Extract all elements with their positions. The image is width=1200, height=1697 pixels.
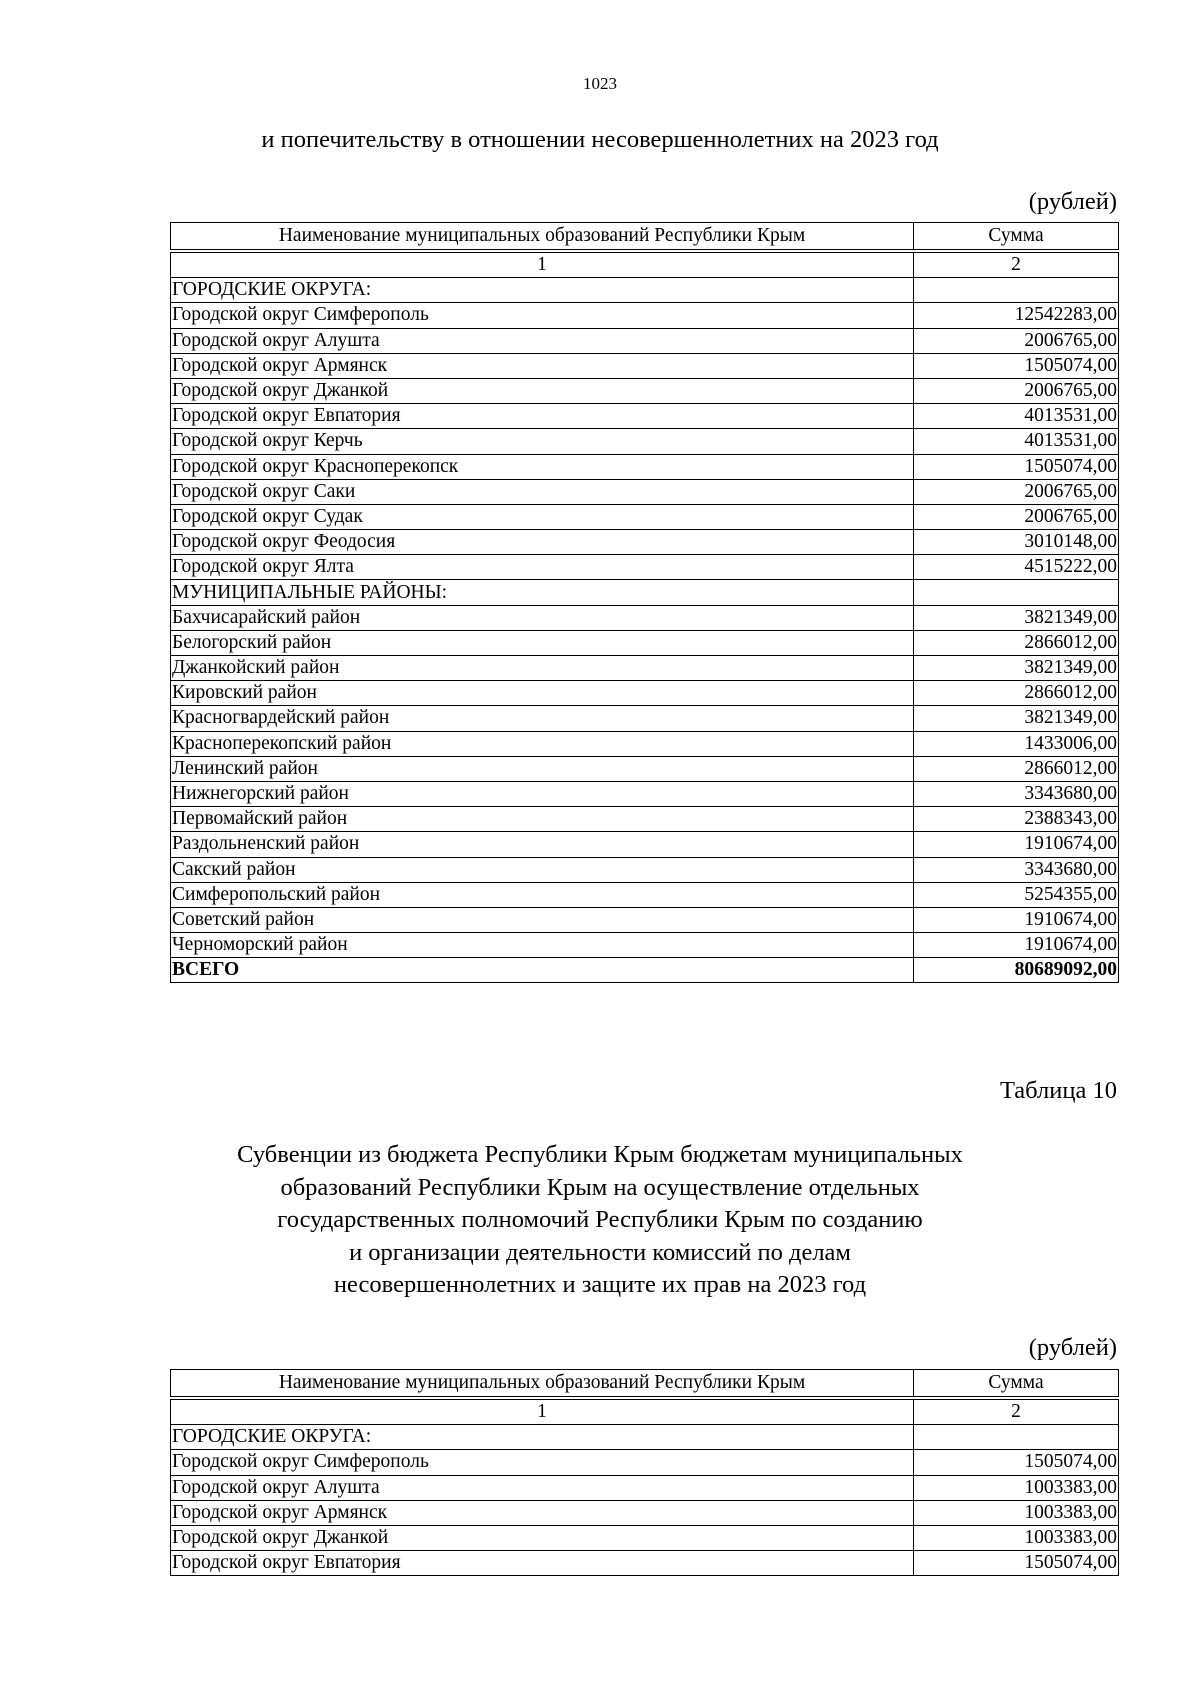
amount: 4515222,00	[914, 555, 1119, 580]
table2	[170, 1369, 1119, 1576]
table1-column-numbers	[171, 251, 1119, 278]
total-row	[171, 958, 1119, 983]
amount: 1910674,00	[914, 933, 1119, 958]
table-row	[171, 907, 1119, 932]
continued-table-title: и попечительству в отношении несовершеннолетних на 2023 год	[261, 126, 939, 153]
amount: 2006765,00	[914, 378, 1119, 403]
section-heading-row	[171, 1425, 1119, 1450]
amount: 3343680,00	[914, 857, 1119, 882]
amount: 3821349,00	[914, 656, 1119, 681]
municipality-name: Городской округ Ялта	[171, 555, 914, 580]
amount: 4013531,00	[914, 404, 1119, 429]
municipality-name: Городской округ Феодосия	[171, 530, 914, 555]
municipality-name: Нижнегорский район	[171, 781, 914, 806]
municipality-name: Городской округ Евпатория	[171, 404, 914, 429]
municipality-name: Бахчисарайский район	[171, 605, 914, 630]
column-header-sum: Сумма	[914, 1370, 1119, 1399]
section-heading-row	[171, 580, 1119, 605]
table-row	[171, 706, 1119, 731]
table-row	[171, 454, 1119, 479]
amount: 1003383,00	[914, 1475, 1119, 1500]
municipality-name: Городской округ Джанкой	[171, 378, 914, 403]
municipality-name: Городской округ Алушта	[171, 328, 914, 353]
table1-units: (рублей)	[1028, 188, 1117, 215]
municipality-name: Городской округ Судак	[171, 504, 914, 529]
section-heading-row	[171, 278, 1119, 303]
table-row	[171, 1500, 1119, 1525]
page-number: 1023	[583, 74, 617, 93]
table-row	[171, 731, 1119, 756]
title-line: несовершеннолетних и защите их прав на 2023 год	[333, 1271, 867, 1298]
municipality-name: Советский район	[171, 907, 914, 932]
table-row	[171, 1525, 1119, 1550]
municipality-name: Кировский район	[171, 681, 914, 706]
table-row	[171, 404, 1119, 429]
table-row	[171, 882, 1119, 907]
table-row	[171, 479, 1119, 504]
column-number-name: 1	[171, 251, 914, 278]
amount: 2006765,00	[914, 479, 1119, 504]
table2-title	[180, 1139, 1020, 1302]
amount: 4013531,00	[914, 429, 1119, 454]
amount: 2866012,00	[914, 681, 1119, 706]
empty-cell	[914, 1425, 1119, 1450]
table-row	[171, 429, 1119, 454]
municipality-name: Первомайский район	[171, 807, 914, 832]
amount: 2866012,00	[914, 756, 1119, 781]
amount: 3343680,00	[914, 781, 1119, 806]
table-row	[171, 756, 1119, 781]
title-line: Субвенции из бюджета Республики Крым бюджетам муниципальных	[237, 1141, 963, 1168]
amount: 5254355,00	[914, 882, 1119, 907]
title-line: и организации деятельности комиссий по делам	[349, 1238, 851, 1266]
amount: 12542283,00	[914, 303, 1119, 328]
amount: 1910674,00	[914, 832, 1119, 857]
column-number-sum: 2	[914, 251, 1119, 278]
table-row	[171, 605, 1119, 630]
municipality-name: Красногвардейский район	[171, 706, 914, 731]
municipality-name: Сакский район	[171, 857, 914, 882]
table2-column-numbers	[171, 1398, 1119, 1425]
table-row	[171, 807, 1119, 832]
table-row	[171, 781, 1119, 806]
section-heading-urban: ГОРОДСКИЕ ОКРУГА:	[171, 278, 914, 303]
column-header-sum: Сумма	[914, 223, 1119, 252]
amount: 1505074,00	[914, 353, 1119, 378]
empty-cell	[914, 580, 1119, 605]
table-row	[171, 857, 1119, 882]
amount: 1003383,00	[914, 1500, 1119, 1525]
municipality-name: Городской округ Алушта	[171, 1475, 914, 1500]
amount: 1505074,00	[914, 1551, 1119, 1576]
table2-header-row	[171, 1370, 1119, 1399]
table-row	[171, 378, 1119, 403]
amount: 3821349,00	[914, 605, 1119, 630]
amount: 1505074,00	[914, 1450, 1119, 1475]
total-label: ВСЕГО	[171, 958, 914, 983]
table-row	[171, 1551, 1119, 1576]
amount: 2006765,00	[914, 328, 1119, 353]
municipality-name: Городской округ Симферополь	[171, 1450, 914, 1475]
amount: 1433006,00	[914, 731, 1119, 756]
table-row	[171, 1450, 1119, 1475]
table1	[170, 222, 1119, 983]
municipality-name: Городской округ Симферополь	[171, 303, 914, 328]
table-number: Таблица 10	[999, 1077, 1117, 1104]
table-row	[171, 328, 1119, 353]
municipality-name: Городской округ Керчь	[171, 429, 914, 454]
amount: 2388343,00	[914, 807, 1119, 832]
municipality-name: Городской округ Саки	[171, 479, 914, 504]
table-row	[171, 681, 1119, 706]
municipality-name: Джанкойский район	[171, 656, 914, 681]
amount: 1003383,00	[914, 1525, 1119, 1550]
municipality-name: Городской округ Евпатория	[171, 1551, 914, 1576]
table-row	[171, 303, 1119, 328]
table1-header-row	[171, 223, 1119, 252]
table-row	[171, 630, 1119, 655]
table-row	[171, 832, 1119, 857]
amount: 3010148,00	[914, 530, 1119, 555]
section-heading-urban: ГОРОДСКИЕ ОКРУГА:	[171, 1425, 914, 1450]
table-row	[171, 555, 1119, 580]
table2-units: (рублей)	[1028, 1334, 1117, 1361]
municipality-name: Красноперекопский район	[171, 731, 914, 756]
amount: 1505074,00	[914, 454, 1119, 479]
municipality-name: Черноморский район	[171, 933, 914, 958]
amount: 2006765,00	[914, 504, 1119, 529]
title-line: образований Республики Крым на осуществление отдельных	[280, 1173, 920, 1201]
column-header-name: Наименование муниципальных образований Республики Крым	[171, 223, 914, 252]
table-row	[171, 1475, 1119, 1500]
municipality-name: Белогорский район	[171, 630, 914, 655]
municipality-name: Симферопольский район	[171, 882, 914, 907]
municipality-name: Городской округ Армянск	[171, 1500, 914, 1525]
total-amount: 80689092,00	[914, 958, 1119, 983]
municipality-name: Раздольненский район	[171, 832, 914, 857]
municipality-name: Городской округ Джанкой	[171, 1525, 914, 1550]
municipality-name: Городской округ Армянск	[171, 353, 914, 378]
amount: 3821349,00	[914, 706, 1119, 731]
table-row	[171, 656, 1119, 681]
table-row	[171, 530, 1119, 555]
amount: 2866012,00	[914, 630, 1119, 655]
column-header-name: Наименование муниципальных образований Республики Крым	[171, 1370, 914, 1399]
title-line: государственных полномочий Республики Крым по созданию	[277, 1206, 923, 1233]
municipality-name: Городской округ Красноперекопск	[171, 454, 914, 479]
column-number-name: 1	[171, 1398, 914, 1425]
table-row	[171, 504, 1119, 529]
amount: 1910674,00	[914, 907, 1119, 932]
column-number-sum: 2	[914, 1398, 1119, 1425]
section-heading-districts: МУНИЦИПАЛЬНЫЕ РАЙОНЫ:	[171, 580, 914, 605]
empty-cell	[914, 278, 1119, 303]
municipality-name: Ленинский район	[171, 756, 914, 781]
table-row	[171, 353, 1119, 378]
table-row	[171, 933, 1119, 958]
